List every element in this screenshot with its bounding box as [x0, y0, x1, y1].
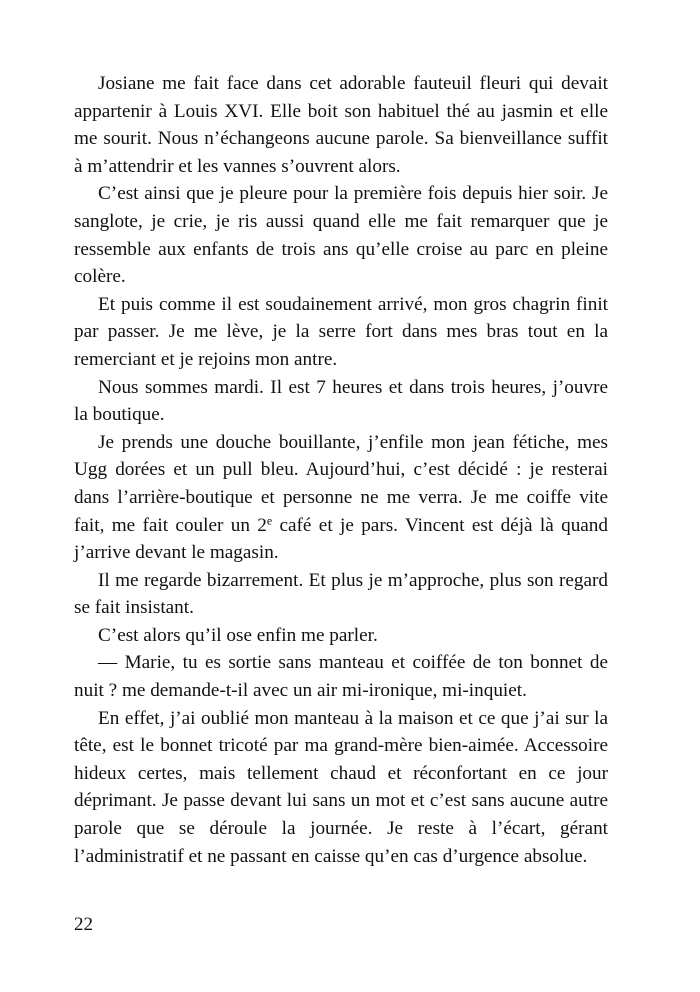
paragraph-6: Il me regarde bizarrement. Et plus je m’approche, plus son regard se fait insistant.: [74, 569, 608, 619]
paragraph-1: Josiane me fait face dans cet adorable fauteuil fleuri qui devait appartenir à Louis XVI. Elle boit son habituel thé au jasmin et elle me sourit. Nous n’échangeons aucune parole. Sa bienveillance suffit à m’attendrir et les vannes s’ouvrent alors.: [74, 73, 608, 177]
paragraph-9: En effet, j’ai oublié mon manteau à la maison et ce que j’ai sur la tête, est le bonnet tricoté par ma grand-mère bien-aimée. Accessoire hideux certes, mais tellement chaud et réconfortant en ce jour déprimant. Je passe devant lui sans un mot et c’est sans aucune autre parole que se déroule la journée. Je reste à l’écart, gérant l’administratif et ne passant en caisse qu’en cas d’urgence absolue.: [74, 707, 608, 867]
paragraph-8-dialogue: — Marie, tu es sortie sans manteau et coiffée de ton bonnet de nuit ? me demande-t-il avec un air mi-ironique, mi-inquiet.: [74, 652, 608, 702]
paragraph-5: [74, 429, 608, 567]
paragraph-4: Nous sommes mardi. Il est 7 heures et dans trois heures, j’ouvre la boutique.: [74, 376, 608, 426]
ordinal-superscript: e: [266, 512, 273, 527]
paragraph-5-text-after: café et je pars. Vincent est déjà là quand j’arrive devant le magasin.: [74, 514, 608, 564]
paragraph-2: C’est ainsi que je pleure pour la première fois depuis hier soir. Je sanglote, je crie, je ris aussi quand elle me fait remarquer que je ressemble aux enfants de trois ans qu’elle croise au parc en pleine colère.: [74, 183, 608, 288]
paragraph-7: C’est alors qu’il ose enfin me parler.: [98, 624, 378, 646]
page-number: 22: [74, 914, 93, 935]
body-text: [74, 70, 608, 870]
paragraph-3: Et puis comme il est soudainement arrivé, mon gros chagrin finit par passer. Je me lève, je la serre fort dans mes bras tout en la remerciant et je rejoins mon antre.: [74, 293, 608, 370]
paragraph-5-text-before: Je prends une douche bouillante, j’enfile mon jean fétiche, mes Ugg dorées et un pull bleu. Aujourd’hui, c’est décidé : je resterai dans l’arrière-boutique et personne ne me verra. Je me coiffe vite fait, me fait couler un 2: [74, 431, 608, 536]
